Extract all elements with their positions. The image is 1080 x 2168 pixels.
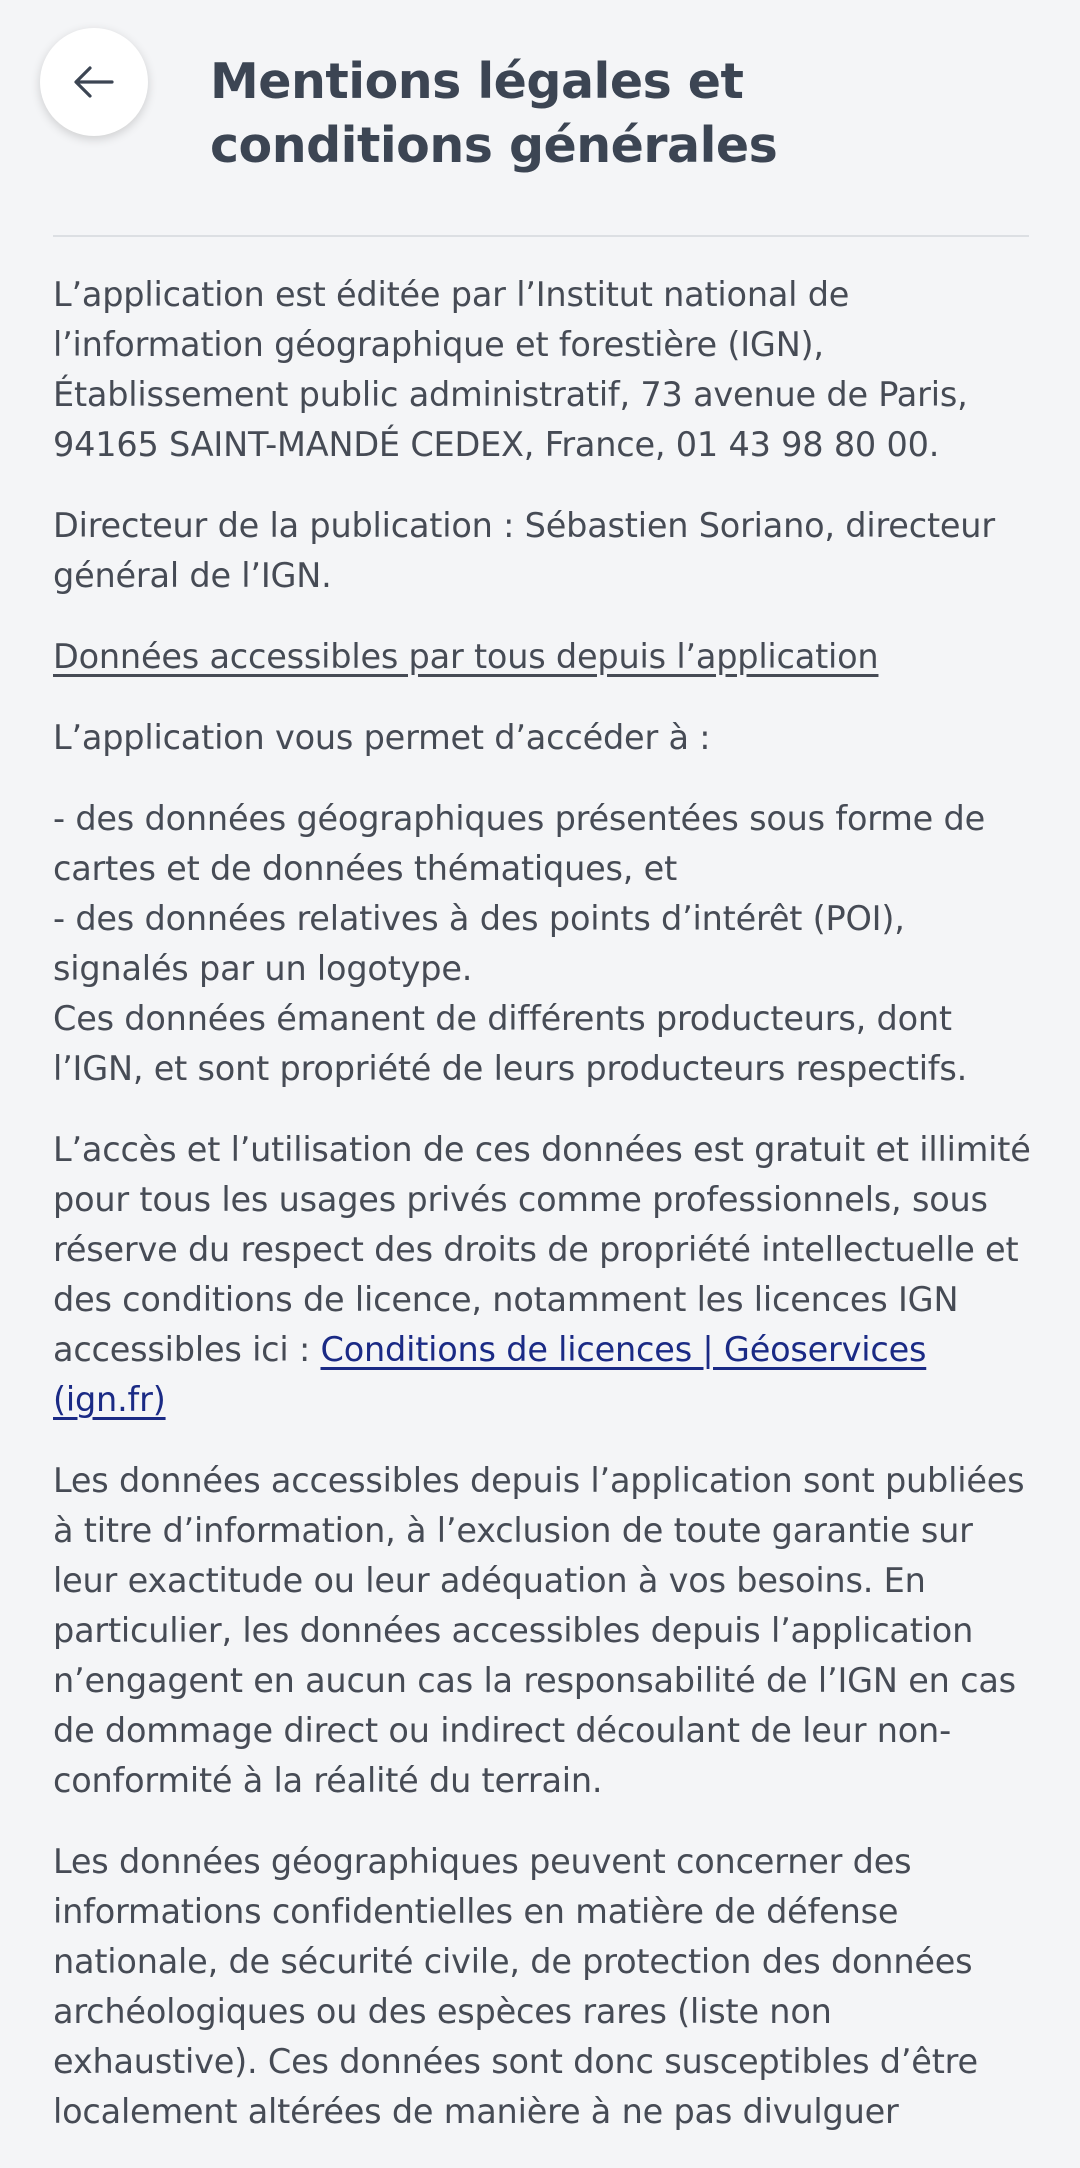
license-paragraph bbox=[53, 1125, 1038, 1425]
section-heading: Données accessibles par tous depuis l’application bbox=[53, 637, 879, 676]
confidential-paragraph: Les données géographiques peuvent concerner des informations confidentielles en matière de défense nationale, de sécurité civile, de protection des données archéologiques ou des espèces rares (liste non exhaustive). Ces données sont donc susceptibles d’être localement altérées de manière à ne pas divulguer bbox=[53, 1842, 978, 2131]
license-text: L’accès et l’utilisation de ces données est gratuit et illimité pour tous les usages privés comme professionnels, sous réserve du respect des droits de propriété intellectuelle et des conditions de licence, notamment les licences IGN accessibles ici : bbox=[53, 1130, 1031, 1369]
list-item: - des données géographiques présentées sous forme de cartes et de données thématiques, et bbox=[53, 799, 986, 888]
director-paragraph: Directeur de la publication : Sébastien Soriano, directeur général de l’IGN. bbox=[53, 506, 995, 595]
back-button[interactable] bbox=[40, 28, 148, 136]
license-link[interactable]: Conditions de licences | Géoservices (ign.fr) bbox=[53, 1330, 927, 1419]
legal-content bbox=[53, 270, 1038, 2168]
list-item: - des données relatives à des points d’intérêt (POI), signalés par un logotype. bbox=[53, 899, 905, 988]
arrow-left-icon bbox=[70, 58, 118, 106]
publisher-paragraph: L’application est éditée par l’Institut national de l’information géographique et forestière (IGN), Établissement public administratif, 73 avenue de Paris, 94165 SAINT-MANDÉ CEDEX, France, 01 43 98 80 00. bbox=[53, 275, 968, 464]
page-title: Mentions légales et conditions générales bbox=[210, 53, 778, 174]
access-intro-paragraph: L’application vous permet d’accéder à : bbox=[53, 718, 711, 757]
data-list bbox=[53, 794, 1038, 1094]
disclaimer-paragraph: Les données accessibles depuis l’application sont publiées à titre d’information, à l’exclusion de toute garantie sur leur exactitude ou leur adéquation à vos besoins. En particulier, les données accessibles depuis l’application n’engagent en aucun cas la responsabilité de l’IGN en cas de dommage direct ou indirect découlant de leur non-conformité à la réalité du terrain. bbox=[53, 1461, 1025, 1800]
header-divider bbox=[53, 235, 1029, 237]
producers-text: Ces données émanent de différents producteurs, dont l’IGN, et sont propriété de leurs producteurs respectifs. bbox=[53, 999, 968, 1088]
